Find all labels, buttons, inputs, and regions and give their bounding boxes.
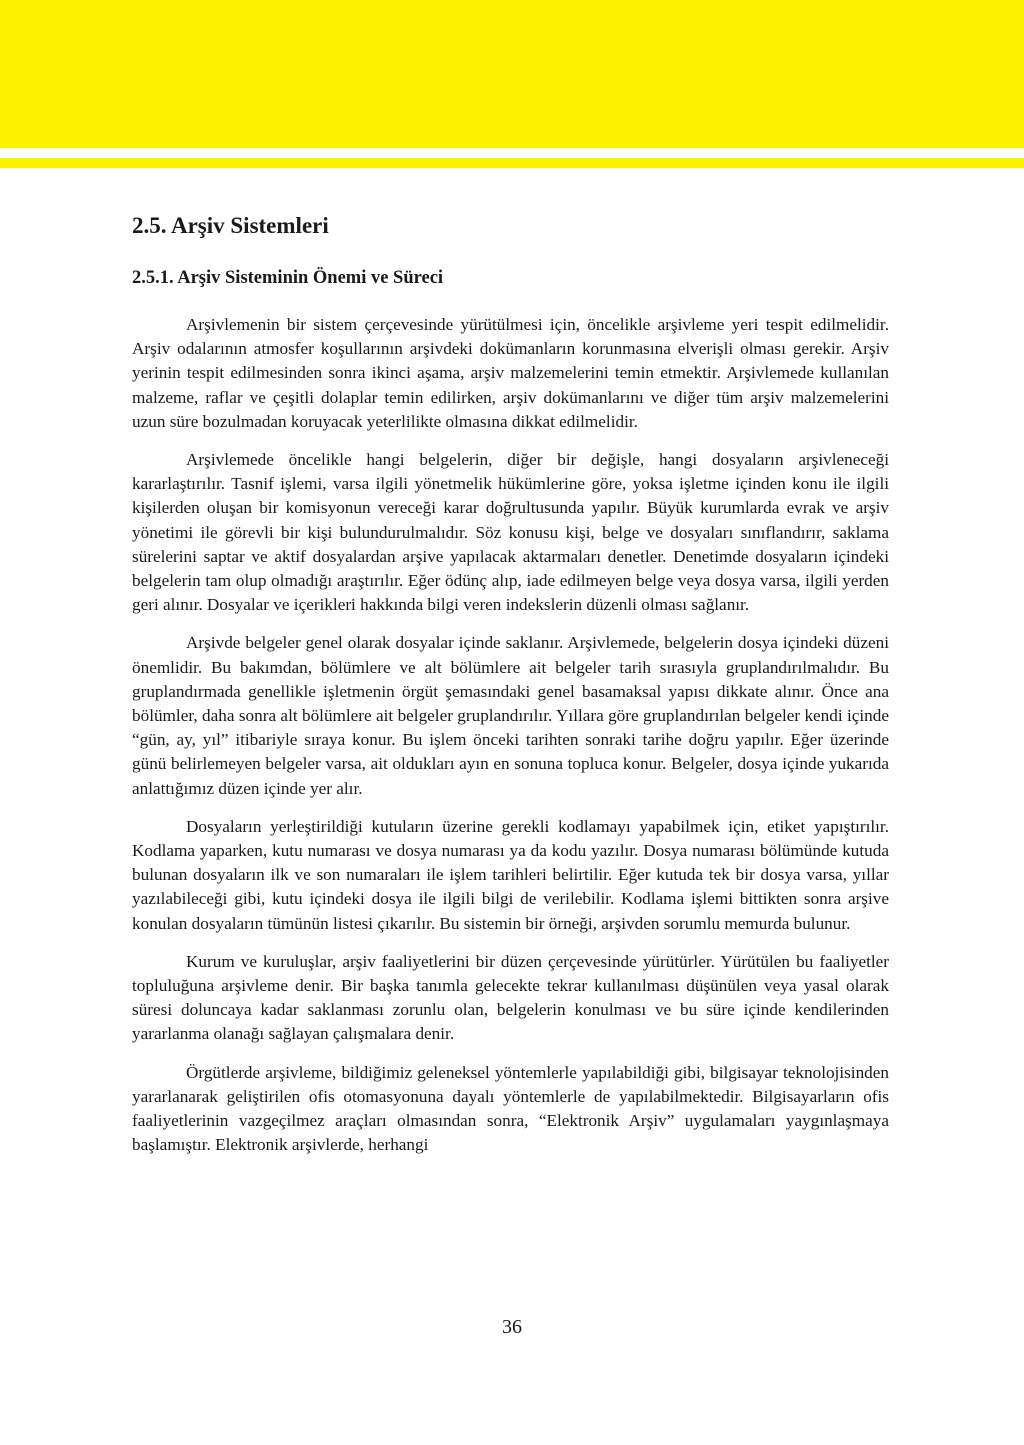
paragraph: Dosyaların yerleştirildiği kutuların üzerine gerekli kodlamayı yapabilmek için, etiket yapıştırılır. Kodlama yaparken, kutu numarası ve dosya numarası ya da kodu yazılır. Dosya numarası bölümünde kutuda bulunan dosyaların ilk ve son numaraları ile işlem tarihleri belirtilir. Eğer kutuda tek bir dosya varsa, yıllar yazılabileceği gibi, kutu içindeki dosya ile ilgili bilgi de verilebilir. Kodlama işlemi bittikten sonra arşive konulan dosyaların tümünün listesi çıkarılır. Bu sistemin bir örneği, arşivden sorumlu memurda bulunur. — [132, 816, 889, 933]
header-band — [0, 0, 1024, 148]
page-number: 36 — [502, 1316, 522, 1338]
paragraph: Örgütlerde arşivleme, bildiğimiz geleneksel yöntemlerle yapılabildiği gibi, bilgisayar teknolojisinden yararlanarak geliştirilen ofis otomasyonuna dayalı yöntemlerle de yapılabilmektedir. Bilgisayarların ofis faaliyetlerinin vazgeçilmez araçları olmasından sonra, “Elektronik Arşiv” uygulamaları yaygınlaşmaya başlamıştır. Elektronik arşivlerde, herhangi — [132, 1062, 889, 1155]
paragraph: Arşivlemede öncelikle hangi belgelerin, diğer bir değişle, hangi dosyaların arşivleneceği kararlaştırılır. Tasnif işlemi, varsa ilgili yönetmelik hükümlerine göre, yoksa işletme içinden konu ile ilgili kişilerden oluşan bir komisyonun vereceği karar doğrultusunda yapılır. Büyük kurumlarda evrak ve arşiv yönetimi ile görevli bir kişi bulundurulmalıdır. Söz konusu kişi, belge ve dosyaları sınıflandırır, saklama sürelerini saptar ve aktif dosyalardan arşive yapılacak aktarmaları denetler. Denetimde dosyaların içindeki belgelerin tam olup olmadığı araştırılır. Eğer ödünç alıp, iade edilmeyen belge veya dosya varsa, ilgili yerden geri alınır. Dosyalar ve içerikleri hakkında bilgi veren indekslerin düzenli olması sağlanır. — [132, 450, 889, 615]
header-stripe — [0, 158, 1024, 168]
body-text — [132, 313, 889, 1158]
page-content — [132, 208, 889, 1172]
paragraph: Arşivde belgeler genel olarak dosyalar içinde saklanır. Arşivlemede, belgelerin dosya içindeki düzeni önemlidir. Bu bakımdan, bölümlere ve alt bölümlere ait belgeler tarih sırasıyla gruplandırılmalıdır. Bu gruplandırmada genellikle işletmenin örgüt şemasındaki genel basamaksal yapısı dikkate alınır. Önce ana bölümler, daha sonra alt bölümlere ait belgeler gruplandırılır. Yıllara göre gruplandırılan belgeler kendi içinde “gün, ay, yıl” itibariyle sıraya konur. Bu işlem önceki tarihten sonraki tarihe doğru yapılır. Eğer üzerinde günü belirlemeyen belgeler varsa, ait oldukları ayın en sonuna topluca konur. Belgeler, dosya içinde yukarıda anlattığımız düzen içinde yer alır. — [132, 633, 889, 798]
subsection-title: 2.5.1. Arşiv Sisteminin Önemi ve Süreci — [132, 268, 444, 288]
paragraph: Kurum ve kuruluşlar, arşiv faaliyetlerini bir düzen çerçevesinde yürütürler. Yürütülen bu faaliyetler topluluğuna arşivleme denir. Bir başka tanımla gelecekte tekrar kullanılması düşünülen veya yasal olarak süresi doluncaya kadar saklanması zorunlu olan, belgelerin konulması ve bu süre içinde kendilerinden yararlanma olanağı sağlayan çalışmalara denir. — [132, 951, 889, 1044]
section-title: 2.5. Arşiv Sistemleri — [132, 213, 329, 238]
paragraph: Arşivlemenin bir sistem çerçevesinde yürütülmesi için, öncelikle arşivleme yeri tespit edilmelidir. Arşiv odalarının atmosfer koşullarının arşivdeki dokümanların korunmasına elverişli olması gerekir. Arşiv yerinin tespit edilmesinden sonra ikinci aşama, arşiv malzemelerini temin etmektir. Arşivlemede kullanılan malzeme, raflar ve çeşitli dolaplar temin edilirken, arşiv dokümanlarını ve diğer tüm arşiv malzemelerini uzun süre bozulmadan koruyacak yeterlilikte olmasına dikkat edilmelidir. — [132, 315, 889, 431]
